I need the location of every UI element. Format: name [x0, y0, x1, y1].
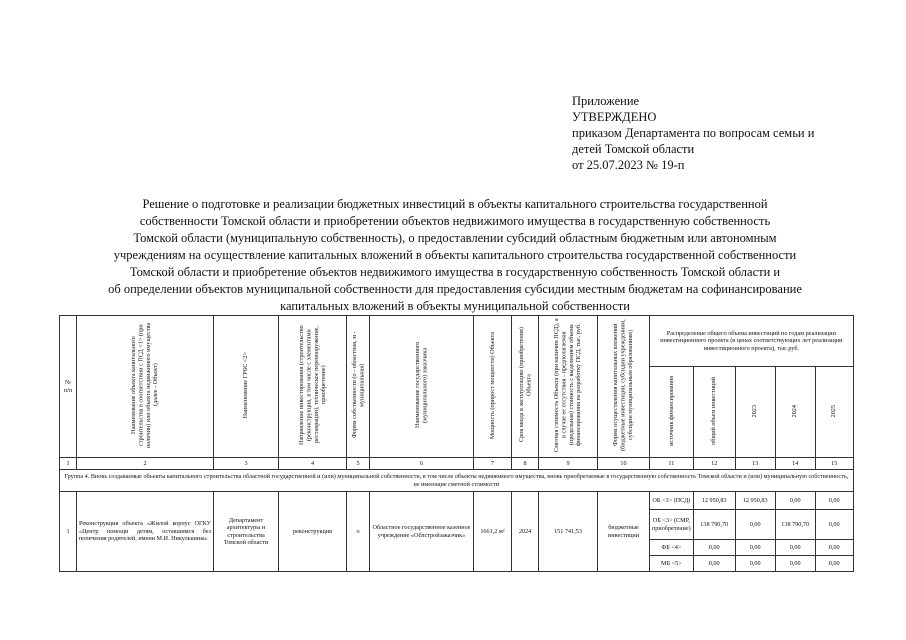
column-number: 7 — [474, 458, 512, 470]
title-line: капитальных вложений в объекты муниципальной собственности — [280, 299, 630, 313]
row-ownership: о — [347, 492, 370, 572]
header-grbs — [214, 316, 279, 458]
title-line: Томской области и приобретение объектов недвижимого имущества в государственную собственность Томской области и — [129, 265, 781, 279]
header-direction-label: Направление инвестирования (строительство (реконструкция, в том числе с элементами реставрации), техническое перевооружение, приобретение) — [297, 325, 327, 446]
column-number-row — [60, 458, 854, 470]
appendix-line: от 25.07.2023 № 19-п — [572, 158, 685, 172]
subheader-2024-label: 2024 — [791, 404, 799, 417]
subheader-2023 — [735, 367, 775, 458]
header-grbs-label: Наименование ГРБС <2> — [242, 352, 250, 419]
header-distribution — [650, 316, 854, 367]
funding-2025: 0,00 — [815, 510, 853, 540]
funding-total: 0,00 — [693, 556, 735, 572]
row-grbs: Департамент архитектуры и строительства Томской области — [214, 492, 279, 572]
row-direction: реконструкция — [279, 492, 347, 572]
row-term: 2024 — [512, 492, 539, 572]
header-cost — [539, 316, 598, 458]
appendix-line: Приложение — [572, 94, 640, 108]
column-number: 6 — [370, 458, 474, 470]
subheader-2024 — [775, 367, 815, 458]
header-customer — [370, 316, 474, 458]
header-distribution-label: Распределение общего объема инвестиций по годам реализации инвестиционного проекта (в ценах соответствующих лет реализации инвестиционного проекта), тыс.руб. — [660, 329, 843, 352]
subheader-total — [693, 367, 735, 458]
column-number: 8 — [512, 458, 539, 470]
row-cost: 151 741,53 — [539, 492, 598, 572]
column-number: 1 — [60, 458, 77, 470]
funding-2025: 0,00 — [815, 556, 853, 572]
header-object — [77, 316, 214, 458]
row-num: 1 — [60, 492, 77, 572]
column-number: 5 — [347, 458, 370, 470]
funding-2024: 138 790,70 — [775, 510, 815, 540]
funding-total: 12 950,83 — [693, 492, 735, 510]
funding-source: МБ <5> — [650, 556, 694, 572]
title-line: собственности Томской области и приобретении объектов недвижимого имущества в государственную собственность — [139, 214, 771, 228]
funding-2024: 0,00 — [775, 540, 815, 556]
group-row — [60, 470, 854, 492]
column-number: 3 — [214, 458, 279, 470]
subheader-2025-label: 2025 — [830, 404, 838, 417]
funding-2025: 0,00 — [815, 540, 853, 556]
row-capacity: 1661,2 м² — [474, 492, 512, 572]
header-object-label: Наименование объекта капитального строительства в соответствии с ПСД <1> (при наличии) или объекта недвижимого имущества (далее - Объект) — [130, 322, 160, 448]
header-form — [598, 316, 650, 458]
title-line: учреждениям на осуществление капитальных вложений в объекты капитального строительства государственной собственности — [113, 248, 797, 262]
header-term — [512, 316, 539, 458]
funding-2023: 0,00 — [735, 540, 775, 556]
subheader-source — [650, 367, 694, 458]
funding-source: ОБ <3> (СМР, приобретение) — [650, 510, 694, 540]
header-direction — [279, 316, 347, 458]
funding-source: ФБ <4> — [650, 540, 694, 556]
title-line: Томской области (муниципальную собственность), о предоставлении субсидий областным бюджетным или автономным — [133, 231, 777, 245]
column-number: 4 — [279, 458, 347, 470]
column-number: 9 — [539, 458, 598, 470]
funding-2023: 0,00 — [735, 510, 775, 540]
subheader-source-label: источник финансирования — [667, 375, 675, 446]
column-number: 12 — [693, 458, 735, 470]
header-form-label: Форма осуществления капитальных вложений (бюджетные инвестиции, субсидии учреждениям, субсидии муниципальным образованиям) — [612, 319, 635, 452]
row-customer: Областное государственное казенное учреждение «Облстройзаказчик» — [370, 492, 474, 572]
appendix-line: детей Томской области — [572, 142, 695, 156]
row-form: бюджетные инвестиции — [598, 492, 650, 572]
column-number: 2 — [77, 458, 214, 470]
column-number: 13 — [735, 458, 775, 470]
appendix-approval-block — [572, 93, 814, 173]
column-number: 10 — [598, 458, 650, 470]
appendix-line: УТВЕРЖДЕНО — [572, 110, 657, 124]
funding-2024: 0,00 — [775, 492, 815, 510]
header-term-label: Срок ввода в эксплуатацию (приобретения) Объекта — [517, 327, 532, 443]
group-text: Группа 4. Вновь создаваемые объекты капитального строительства областной государственной и (или) муниципальной собственности, в том числе объекты недвижимого имущества, вновь приобретаемые в государственную собственность Томской области и (или) муниципальную собственность, не имеющие сметной стоимости — [60, 470, 854, 492]
title-line: Решение о подготовке и реализации бюджетных инвестиций в объекты капитального строительства государственной — [142, 197, 768, 211]
header-ownership-label: Форма собственности (о - областная, м - муниципальная) — [350, 332, 365, 439]
data-row — [60, 492, 854, 510]
subheader-total-label: общий объем инвестиций — [710, 376, 718, 445]
header-cost-label: Сметная стоимость Объекта (при наличии ПСД), а в случае ее отсутствия - предполагаемая (предельная) стоимость с выделением объема финансирования на разработку ПСД, тыс. руб. — [553, 318, 583, 453]
row-object: Реконструкция объекта «Жилой корпус ОГКУ «Центр помощи детям, оставшимся без попечения родителей, имени М.И. Никульшина» — [77, 492, 214, 572]
subheader-2023-label: 2023 — [751, 404, 759, 417]
funding-2025: 0,00 — [815, 492, 853, 510]
header-capacity-label: Мощность (прирост мощности) Объекта — [488, 331, 496, 439]
subheader-2025 — [815, 367, 853, 458]
document-title — [60, 196, 850, 315]
appendix-line: приказом Департамента по вопросам семьи и — [572, 126, 815, 140]
column-number: 15 — [815, 458, 853, 470]
title-line: об определении объектов муниципальной собственности для предоставления субсидии местным бюджетам на софинансирование — [108, 282, 802, 296]
funding-source: ОБ <3> (ПСД) — [650, 492, 694, 510]
funding-total: 0,00 — [693, 540, 735, 556]
investment-table — [59, 315, 854, 572]
header-num — [60, 316, 77, 458]
header-capacity — [474, 316, 512, 458]
funding-2023: 12 950,83 — [735, 492, 775, 510]
header-num-label: № п/п — [63, 379, 73, 394]
funding-2024: 0,00 — [775, 556, 815, 572]
header-ownership — [347, 316, 370, 458]
column-number: 14 — [775, 458, 815, 470]
funding-total: 138 790,70 — [693, 510, 735, 540]
funding-2023: 0,00 — [735, 556, 775, 572]
header-row — [60, 316, 854, 367]
column-number: 11 — [650, 458, 694, 470]
header-customer-label: Наименование государственного (муниципального) заказчика — [414, 342, 429, 429]
